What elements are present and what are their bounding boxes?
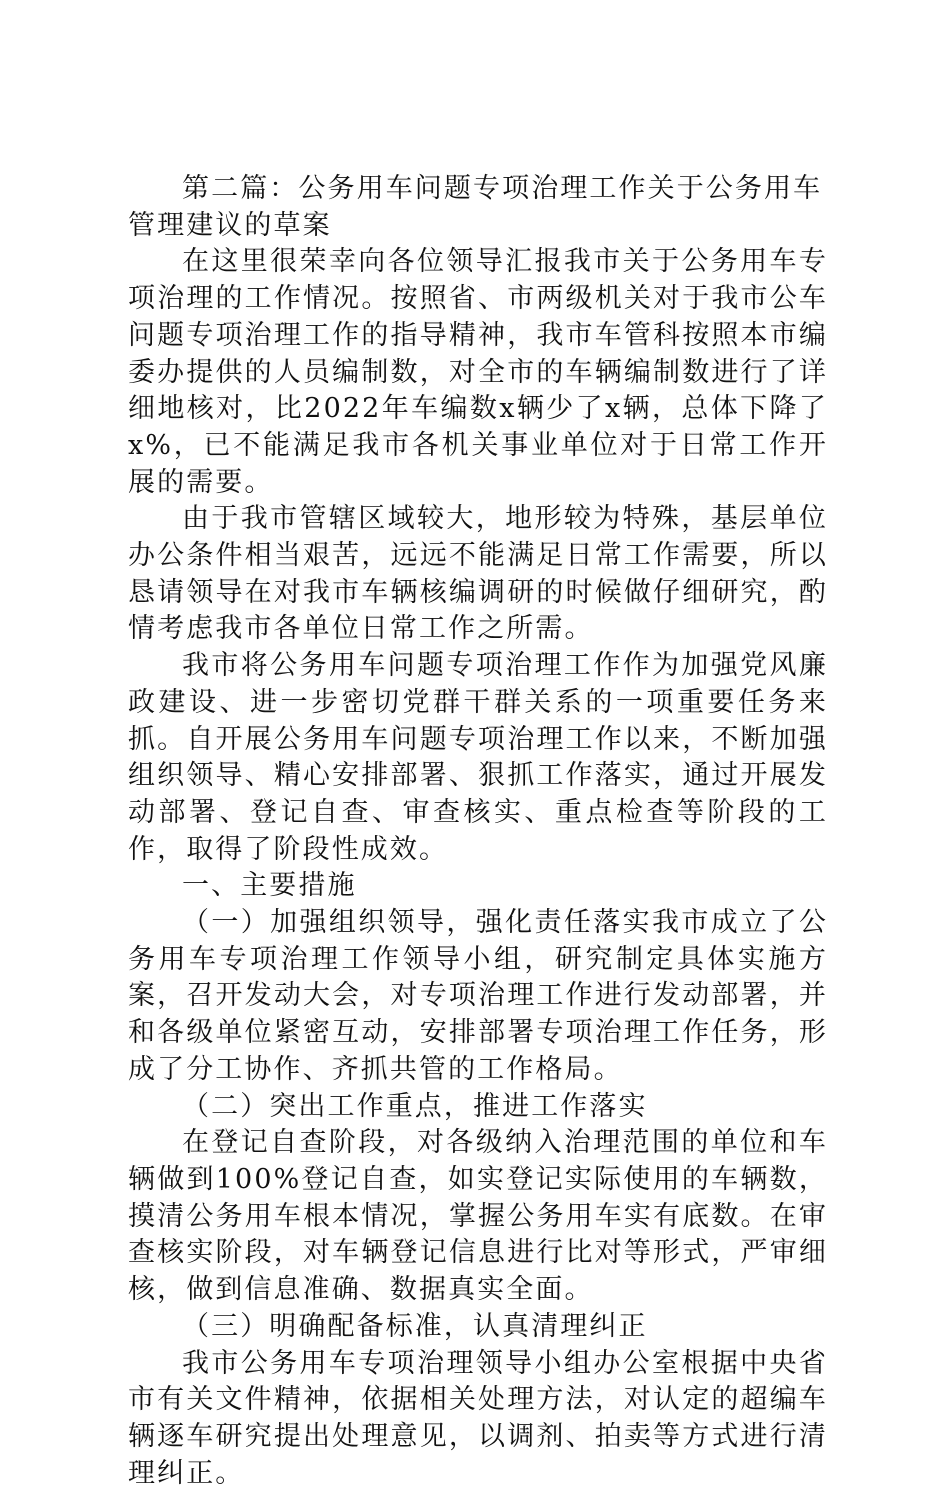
subsection-heading: （二）突出工作重点，推进工作落实 — [128, 1089, 828, 1126]
paragraph: 由于我市管辖区域较大，地形较为特殊，基层单位办公条件相当艰苦，远远不能满足日常工作需要，所以恳请领导在对我市车辆核编调研的时候做仔细研究，酌情考虑我市各单位日常工作之所需。 — [128, 501, 828, 648]
paragraph: 我市公务用车专项治理领导小组办公室根据中央省市有关文件精神，依据相关处理方法，对认定的超编车辆逐车研究提出处理意见，以调剂、拍卖等方式进行清理纠正。 — [128, 1346, 828, 1492]
document-title: 第二篇：公务用车问题专项治理工作关于公务用车管理建议的草案 — [128, 171, 828, 244]
paragraph: 在登记自查阶段，对各级纳入治理范围的单位和车辆做到100%登记自查，如实登记实际使用的车辆数，摸清公务用车根本情况，掌握公务用车实有底数。在审查核实阶段，对车辆登记信息进行比对等形式，严审细核，做到信息准确、数据真实全面。 — [128, 1125, 828, 1309]
subsection-heading: （三）明确配备标准，认真清理纠正 — [128, 1309, 828, 1346]
document-body — [128, 171, 828, 1492]
paragraph: （一）加强组织领导，强化责任落实我市成立了公务用车专项治理工作领导小组，研究制定具体实施方案，召开发动大会，对专项治理工作进行发动部署，并和各级单位紧密互动，安排部署专项治理工作任务，形成了分工协作、齐抓共管的工作格局。 — [128, 905, 828, 1089]
paragraph: 在这里很荣幸向各位领导汇报我市关于公务用车专项治理的工作情况。按照省、市两级机关对于我市公车问题专项治理工作的指导精神，我市车管科按照本市编委办提供的人员编制数，对全市的车辆编制数进行了详细地核对，比2022年车编数x辆少了x辆，总体下降了x%，已不能满足我市各机关事业单位对于日常工作开展的需要。 — [128, 244, 828, 501]
paragraph: 我市将公务用车问题专项治理工作作为加强党风廉政建设、进一步密切党群干群关系的一项重要任务来抓。自开展公务用车问题专项治理工作以来，不断加强组织领导、精心安排部署、狠抓工作落实，通过开展发动部署、登记自查、审查核实、重点检查等阶段的工作，取得了阶段性成效。 — [128, 648, 828, 868]
section-heading: 一、主要措施 — [128, 868, 828, 905]
